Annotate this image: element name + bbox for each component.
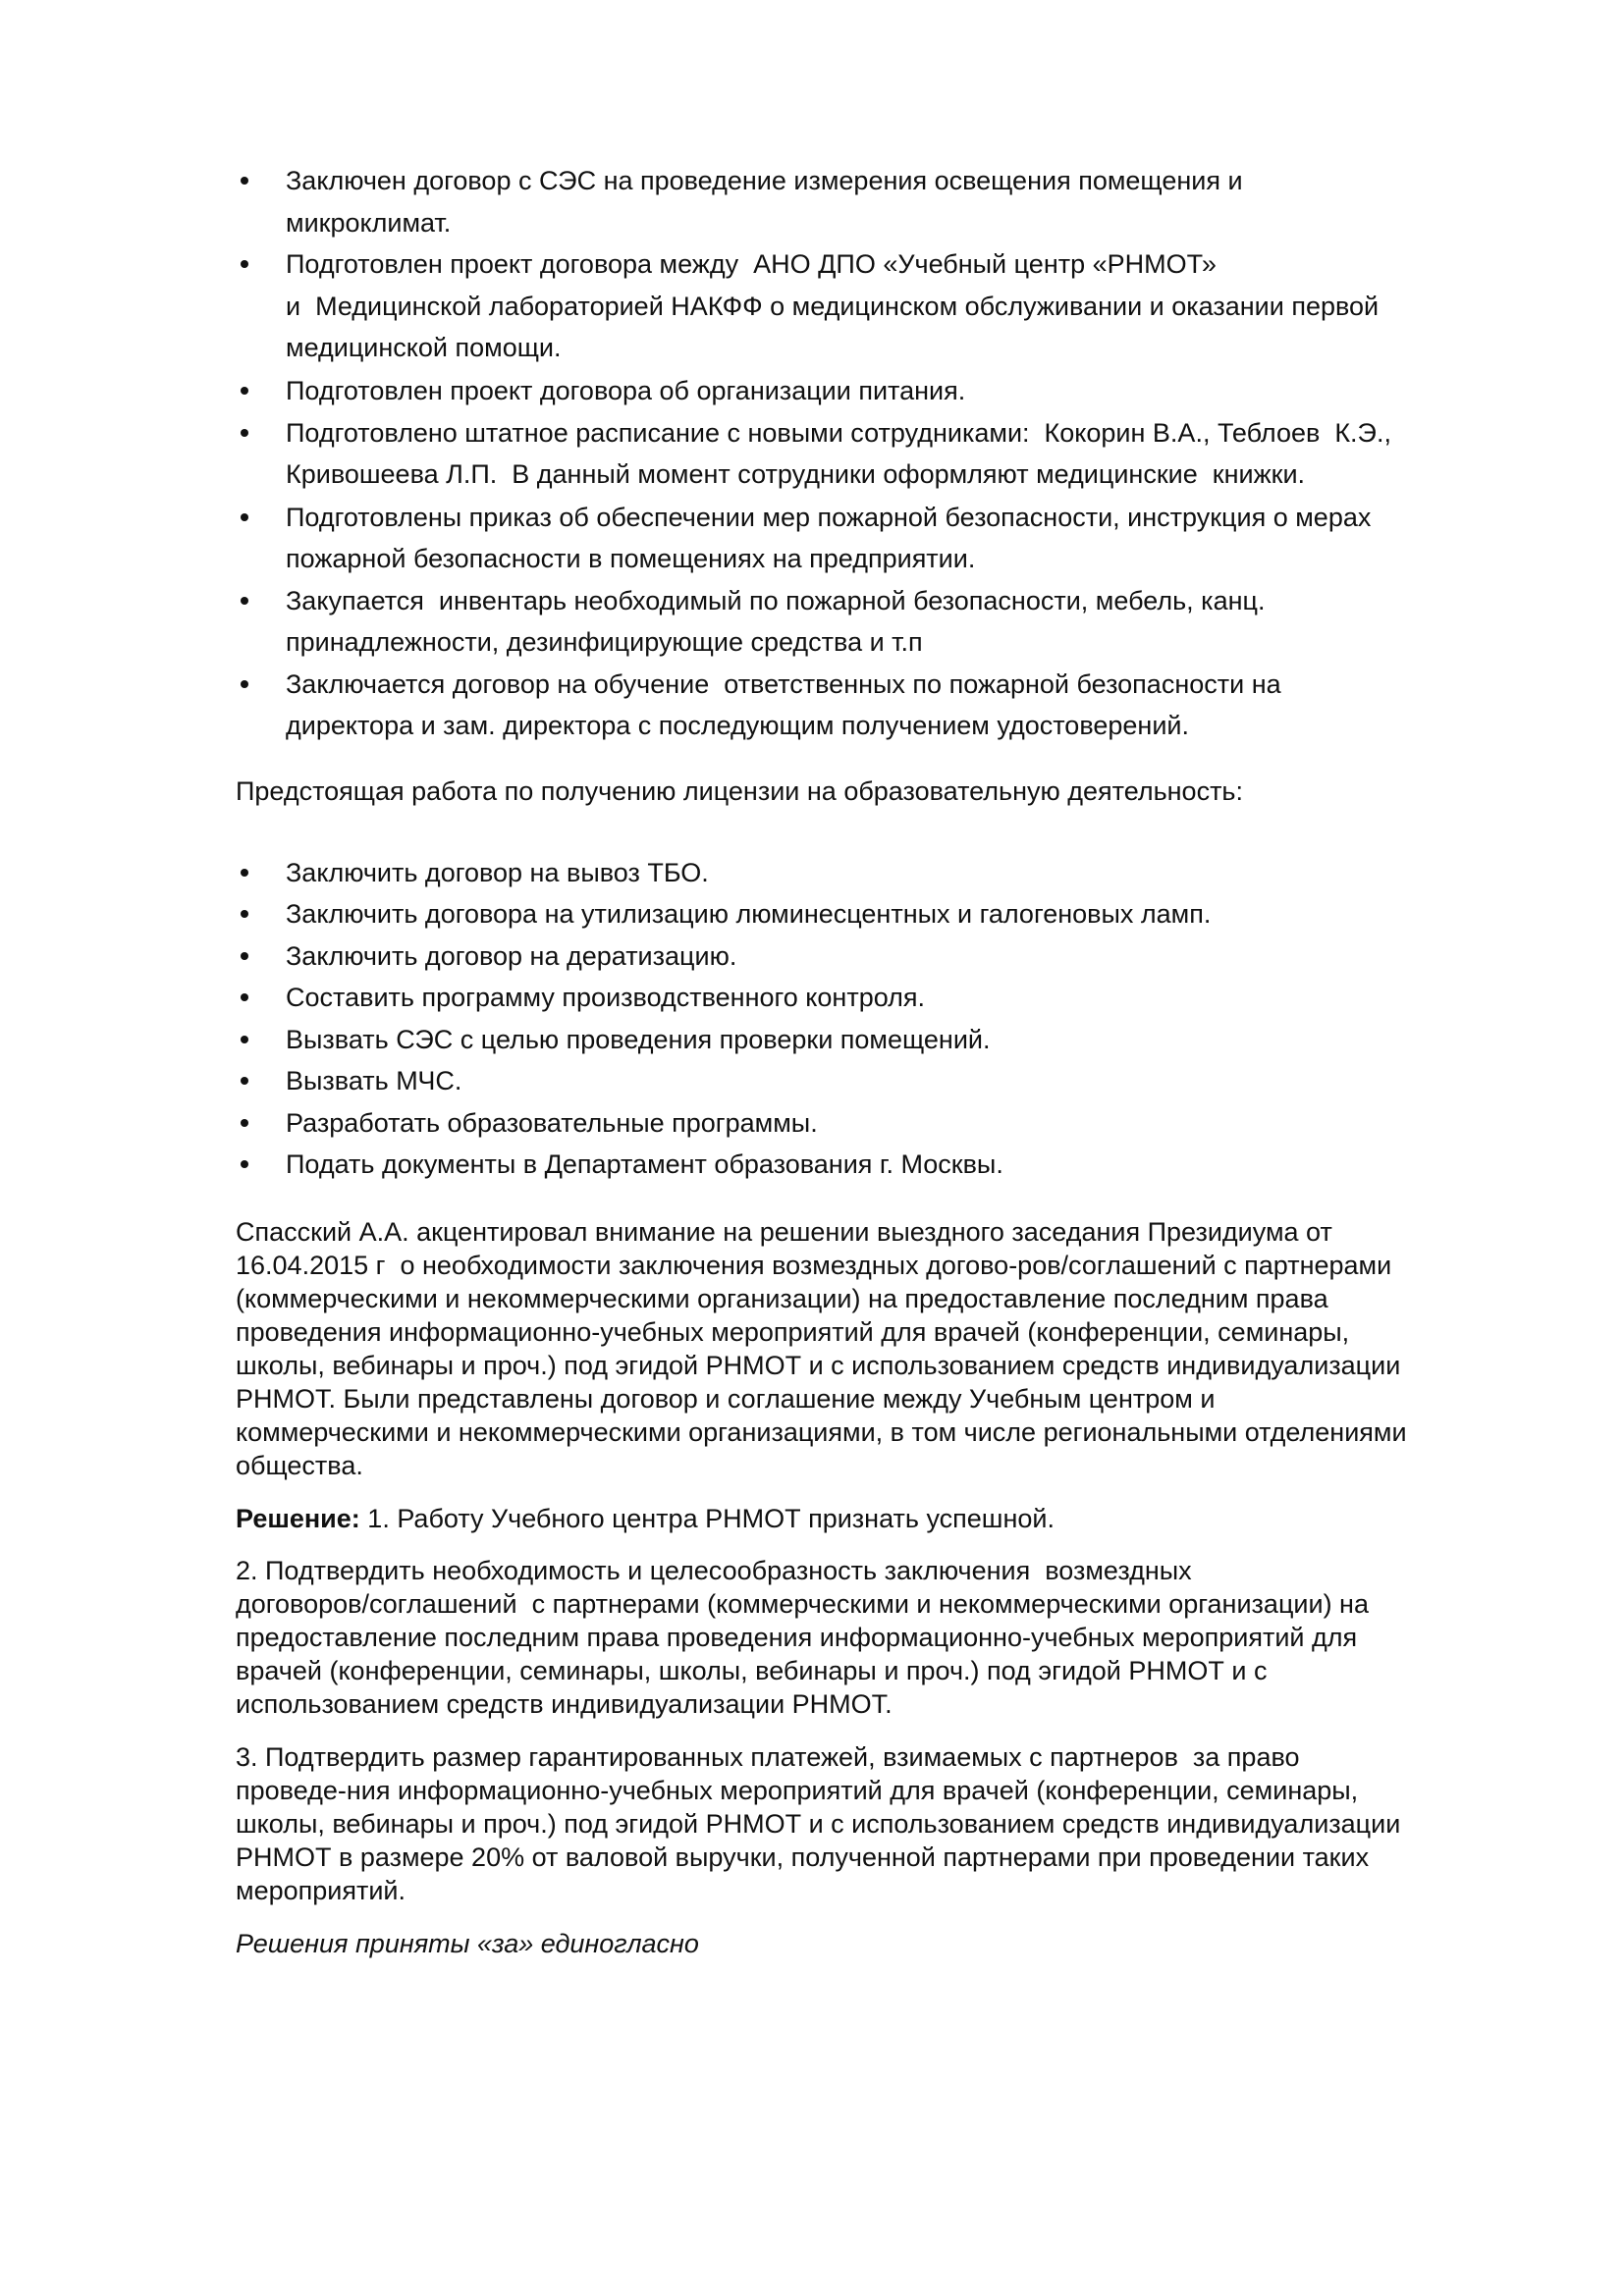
- paragraph-line: предоставление последним права проведения информационно-учебных мероприятий для: [236, 1623, 1358, 1652]
- bullet: [241, 597, 248, 605]
- list-item-line: Закупается инвентарь необходимый по пожарной безопасности, мебель, канц.: [286, 586, 1266, 615]
- paragraph-line: 16.04.2015 г о необходимости заключения возмездных догово-ров/соглашений с партнерами: [236, 1251, 1392, 1280]
- paragraph-line: 2. Подтвердить необходимость и целесообразность заключения возмездных: [236, 1556, 1192, 1585]
- paragraph-line: 3. Подтвердить размер гарантированных платежей, взимаемых с партнеров за право: [236, 1742, 1300, 1772]
- bullet: [241, 1160, 248, 1168]
- paragraph-line: коммерческими и некоммерческими организациями, в том числе региональными отделениями: [236, 1417, 1407, 1447]
- bullet: [241, 177, 248, 185]
- bullet: [241, 387, 248, 395]
- paragraph-line: школы, вебинары и проч.) под эгидой РНМОТ и с использованием средств индивидуализации: [236, 1809, 1401, 1839]
- paragraph-line: Спасский А.А. акцентировал внимание на решении выездного заседания Президиума от: [236, 1217, 1332, 1247]
- bullet: [241, 993, 248, 1001]
- list-item-line: директора и зам. директора с последующим получением удостоверений.: [286, 711, 1189, 740]
- decision-item-1: 1. Работу Учебного центра РНМОТ признать успешной.: [359, 1504, 1055, 1533]
- bullet: [241, 869, 248, 877]
- bullet: [241, 952, 248, 960]
- list-item-line: Заключается договор на обучение ответственных по пожарной безопасности на: [286, 669, 1281, 699]
- list-item: Заключить договора на утилизацию люминесцентных и галогеновых ламп.: [286, 899, 1212, 929]
- list-item: Вызвать СЭС с целью проведения проверки помещений.: [286, 1025, 991, 1054]
- decision-label: Решение:: [236, 1504, 360, 1533]
- list-item-line: принадлежности, дезинфицирующие средства и т.п: [286, 627, 923, 657]
- paragraph-line: договоров/соглашений с партнерами (коммерческими и некоммерческими организации) на: [236, 1589, 1369, 1619]
- paragraph-line: (коммерческими и некоммерческими организации) на предоставление последним права: [236, 1284, 1328, 1313]
- list-item: Заключить договор на вывоз ТБО.: [286, 858, 709, 887]
- list-item: Вызвать МЧС.: [286, 1066, 462, 1095]
- paragraph-line: РНМОТ. Были представлены договор и соглашение между Учебным центром и: [236, 1384, 1216, 1414]
- list-item: Разработать образовательные программы.: [286, 1108, 818, 1138]
- list-item-line: Подготовлен проект договора между АНО ДПО «Учебный центр «РНМОТ»: [286, 249, 1217, 279]
- paragraph-line: использованием средств индивидуализации РНМОТ.: [236, 1689, 893, 1719]
- paragraph-line: врачей (конференции, семинары, школы, вебинары и проч.) под эгидой РНМОТ и с: [236, 1656, 1268, 1685]
- paragraph-line: проведе-ния информационно-учебных мероприятий для врачей (конференции, семинары,: [236, 1776, 1359, 1805]
- list-item-line: Подготовлено штатное расписание с новыми сотрудниками: Кокорин В.А., Теблоев К.Э.,: [286, 418, 1391, 448]
- list-item-line: Подготовлен проект договора об организации питания.: [286, 376, 966, 405]
- bullet: [241, 260, 248, 268]
- list-item-line: микроклимат.: [286, 208, 452, 238]
- bullet: [241, 429, 248, 437]
- paragraph-line: школы, вебинары и проч.) под эгидой РНМОТ и с использованием средств индивидуализации: [236, 1351, 1401, 1380]
- list-item-line: пожарной безопасности в помещениях на предприятии.: [286, 544, 976, 573]
- list-item-line: Заключен договор с СЭС на проведение измерения освещения помещения и: [286, 166, 1243, 195]
- list-item-line: Подготовлены приказ об обеспечении мер пожарной безопасности, инструкция о мерах: [286, 503, 1372, 532]
- list-item-line: медицинской помощи.: [286, 333, 562, 362]
- paragraph-line: РНМОТ в размере 20% от валовой выручки, полученной партнерами при проведении таких: [236, 1842, 1370, 1872]
- bullet: [241, 1036, 248, 1043]
- list-item-line: и Медицинской лабораторией НАКФФ о медицинском обслуживании и оказании первой: [286, 292, 1380, 321]
- bullet: [241, 1077, 248, 1085]
- list-item: Заключить договор на дератизацию.: [286, 941, 737, 971]
- paragraph-line: общества.: [236, 1451, 363, 1480]
- closing-note: Решения приняты «за» единогласно: [236, 1929, 699, 1958]
- upcoming-heading: Предстоящая работа по получению лицензии на образовательную деятельность:: [236, 776, 1243, 806]
- bullet: [241, 1119, 248, 1127]
- paragraph-line: проведения информационно-учебных мероприятий для врачей (конференции, семинары,: [236, 1317, 1350, 1347]
- paragraph-line: мероприятий.: [236, 1876, 406, 1905]
- decision-line-1: [236, 1502, 1055, 1535]
- bullet: [241, 680, 248, 688]
- list-item: Составить программу производственного контроля.: [286, 983, 926, 1012]
- list-item: Подать документы в Департамент образования г. Москвы.: [286, 1149, 1003, 1179]
- list-item-line: Кривошеева Л.П. В данный момент сотрудники оформляют медицинские книжки.: [286, 459, 1306, 489]
- bullet: [241, 910, 248, 918]
- bullet: [241, 513, 248, 521]
